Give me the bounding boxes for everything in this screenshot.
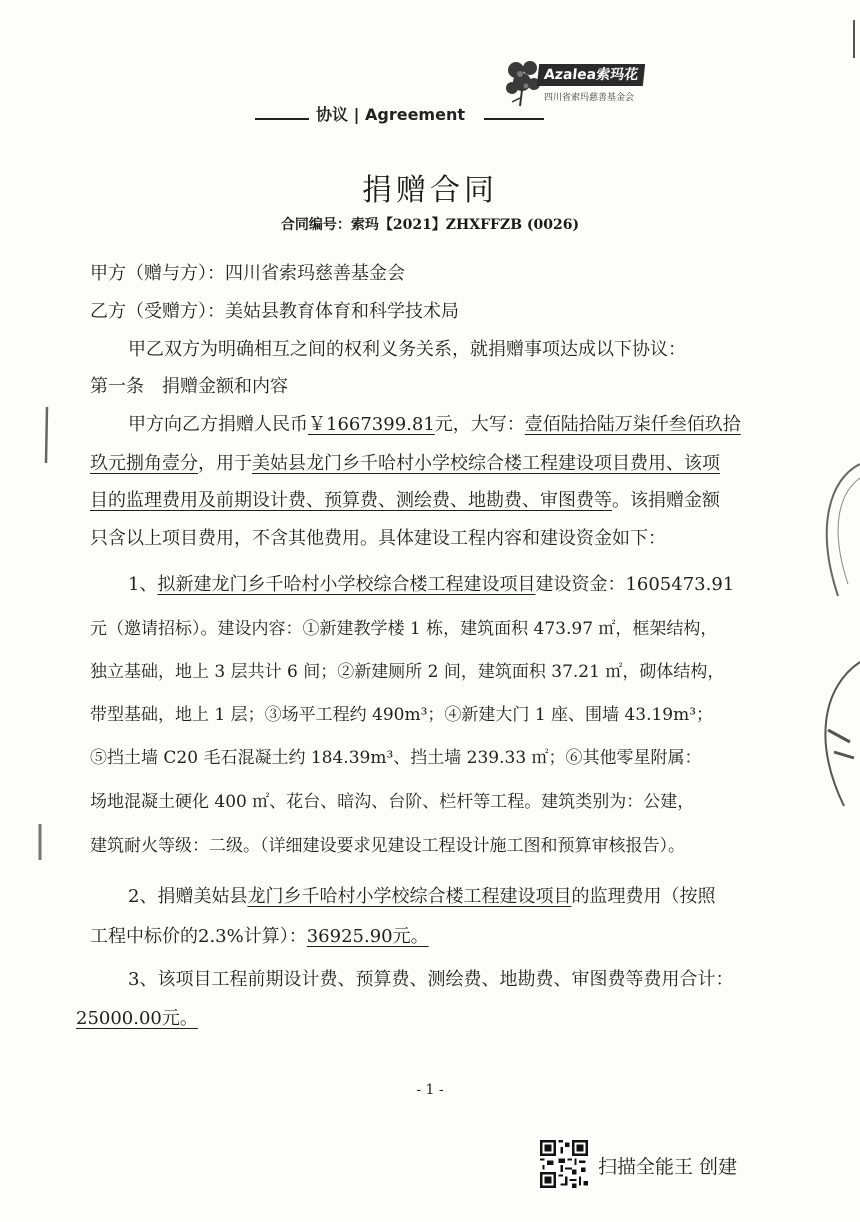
qr-code-icon xyxy=(540,1140,588,1188)
item-number: 1、 xyxy=(128,574,158,595)
item-1-line-3: 独立基础，地上 3 层共计 6 间；②新建厕所 2 间，建筑面积 37.21 ㎡，砌体结构， xyxy=(90,662,725,682)
binding-hole-mark-icon xyxy=(34,822,46,862)
seal-fragment-icon xyxy=(808,460,860,600)
scanner-watermark: 扫描全能王 创建 xyxy=(598,1156,738,1178)
amount-in-words-part1: 壹佰陆拾陆万柒仟叁佰玖拾 xyxy=(524,414,741,435)
article-1-line-3 xyxy=(90,489,720,513)
page-number: - 1 - xyxy=(416,1082,444,1098)
intro-line: 甲乙双方为明确相互之间的权利义务关系，就捐赠事项达成以下协议： xyxy=(128,339,686,360)
item-1-line-1 xyxy=(128,573,734,597)
text-segment: 元，大写： xyxy=(434,414,525,435)
party-a: 甲方（赠与方）：四川省索玛慈善基金会 xyxy=(90,263,405,284)
article-1-line-2 xyxy=(90,452,720,476)
article-1-line-4: 只含以上项目费用，不含其他费用。具体建设工程内容和建设资金如下： xyxy=(90,528,666,549)
logo-subtitle: 四川省索玛慈善基金会 xyxy=(544,93,635,103)
text-segment: 。该捐赠金额 xyxy=(612,490,720,511)
item-1-line-6: 场地混凝土硬化 400 ㎡、花台、暗沟、台阶、栏杆等工程。建筑类别为：公建， xyxy=(90,792,695,812)
edge-mark-icon xyxy=(830,20,860,60)
agreement-label: 协议 | Agreement xyxy=(316,105,465,124)
donation-purpose-part2: 目的监理费用及前期设计费、预算费、测绘费、地勘费、审图费等 xyxy=(90,490,612,511)
logo-wordmark: Azalea索玛花 xyxy=(537,64,645,86)
text-segment: 的监理费用（按照 xyxy=(571,886,716,907)
text-segment: 2、捐赠美姑县 xyxy=(128,886,248,907)
seal-fragment-icon xyxy=(800,660,860,810)
donation-purpose-part1: 美姑县龙门乡千哈村小学校综合楼工程建设项目费用、该项 xyxy=(252,453,720,474)
binding-hole-mark-icon xyxy=(42,405,52,465)
item-1-project: 拟新建龙门乡千哈村小学校综合楼工程建设项目 xyxy=(157,574,536,595)
item-3-line-1: 3、该项目工程前期设计费、预算费、测绘费、地勘费、审图费等费用合计： xyxy=(128,969,734,990)
donation-amount: ￥1667399.81 xyxy=(308,414,435,435)
text-segment: 工程中标价的2.3%计算）： xyxy=(90,926,307,947)
contract-number: 合同编号：索玛【2021】ZHXFFZB (0026) xyxy=(280,217,580,233)
item-1-line-7: 建筑耐火等级：二级。（详细建设要求见建设工程设计施工图和预算审核报告）。 xyxy=(90,836,685,856)
item-2-project: 龙门乡千哈村小学校综合楼工程建设项目 xyxy=(247,886,572,907)
article-1-line-1 xyxy=(128,413,741,437)
text-segment: 甲方向乙方捐赠人民币 xyxy=(128,414,308,435)
item-1-line-4: 带型基础，地上 1 层；③场平工程约 490m³；④新建大门 1 座、围墙 43.19m³； xyxy=(90,705,714,725)
foundation-logo xyxy=(504,54,670,112)
item-2-line-1 xyxy=(128,885,715,909)
header-rule-left xyxy=(255,118,309,120)
header-rule-right xyxy=(484,118,544,120)
item-1-line-5: ⑤挡土墙 C20 毛石混凝土约 184.39m³、挡土墙 239.33 ㎡；⑥其他零星附属： xyxy=(90,748,702,768)
party-b: 乙方（受赠方）：美姑县教育体育和科学技术局 xyxy=(90,301,459,322)
amount-in-words-part2: 玖元捌角壹分 xyxy=(90,453,198,474)
document-title: 捐赠合同 xyxy=(362,173,498,208)
supervision-fee: 36925.90元。 xyxy=(306,926,429,947)
item-3-line-2 xyxy=(76,1007,198,1031)
preliminary-fees-total: 25000.00元。 xyxy=(76,1008,198,1029)
article-1-title: 第一条 捐赠金额和内容 xyxy=(90,376,288,397)
item-1-line-2: 元（邀请招标）。建设内容：①新建教学楼 1 栋，建筑面积 473.97 ㎡，框架结构， xyxy=(90,619,718,639)
item-1-funds: 建设资金：1605473.91 xyxy=(535,574,735,595)
text-segment: ，用于 xyxy=(198,453,252,474)
item-2-line-2 xyxy=(90,925,429,949)
